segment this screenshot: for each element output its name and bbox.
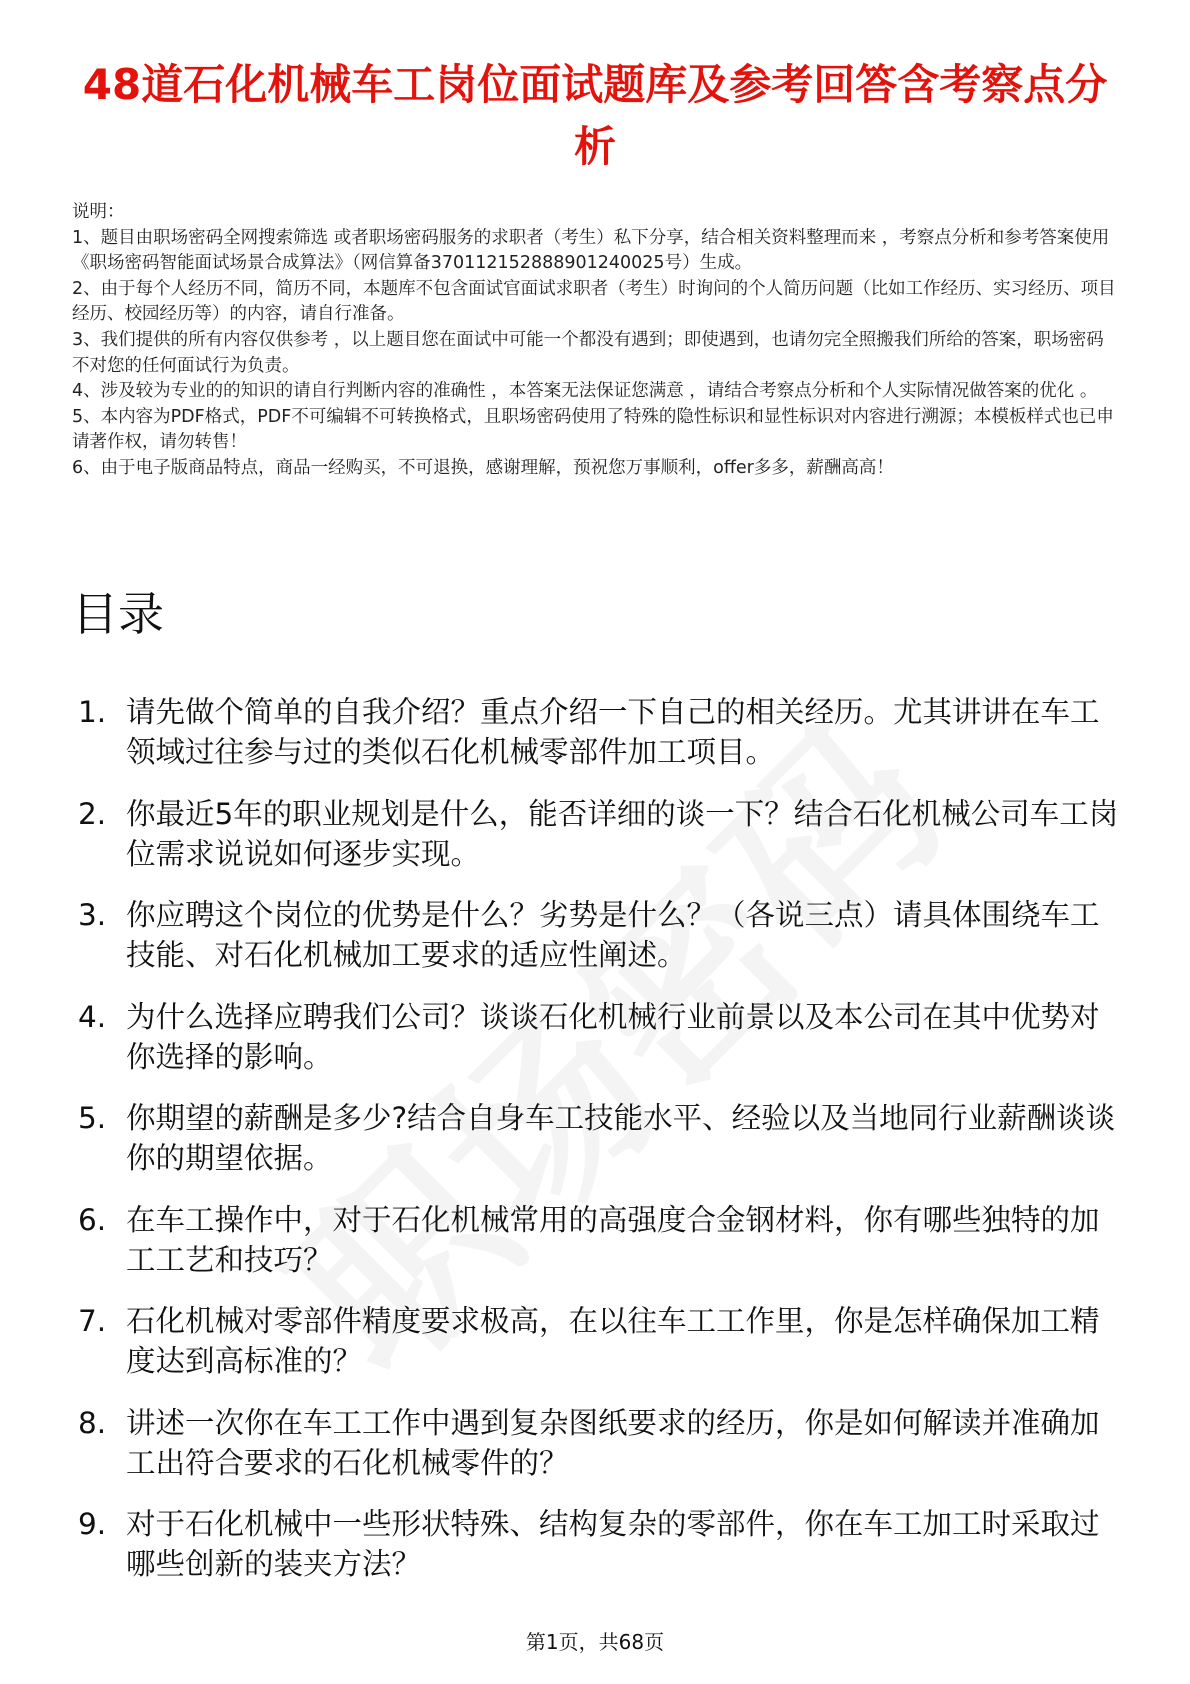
toc-item-number: 1. xyxy=(78,695,107,729)
notes-heading: 说明： xyxy=(72,202,125,222)
toc-list xyxy=(72,692,1122,1606)
toc-item-text: 对于石化机械中一些形状特殊、结构复杂的零部件，你在车工加工时采取过哪些创新的装夹方法？ xyxy=(126,1507,1100,1581)
note-item: 5、本内容为PDF格式，PDF不可编辑不可转换格式，且职场密码使用了特殊的隐性标识和显性标识对内容进行溯源；本模板样式也已申请著作权，请勿转售！ xyxy=(72,406,1114,453)
toc-item-number: 5. xyxy=(78,1101,107,1135)
note-item: 3、我们提供的所有内容仅供参考 ，以上题目您在面试中可能一个都没有遇到；即使遇到，也请勿完全照搬我们所给的答案，职场密码不对您的任何面试行为负责。 xyxy=(72,329,1104,376)
toc-item-text: 你应聘这个岗位的优势是什么？劣势是什么？（各说三点）请具体围绕车工技能、对石化机械加工要求的适应性阐述。 xyxy=(126,898,1100,972)
toc-item-text: 石化机械对零部件精度要求极高，在以往车工工作里，你是怎样确保加工精度达到高标准的？ xyxy=(126,1304,1100,1378)
toc-item-number: 7. xyxy=(78,1304,107,1338)
toc-item-text: 讲述一次你在车工工作中遇到复杂图纸要求的经历，你是如何解读并准确加工出符合要求的石化机械零件的？ xyxy=(126,1405,1100,1480)
note-item: 6、由于电子版商品特点，商品一经购买，不可退换，感谢理解，预祝您万事顺利，offer多多，薪酬高高！ xyxy=(72,457,894,478)
toc-item-number: 3. xyxy=(78,898,107,932)
note-item: 1、题目由职场密码全网搜索筛选 或者职场密码服务的求职者（考生）私下分享，结合相关资料整理而来 ，考察点分析和参考答案使用《职场密码智能面试场景合成算法》（网信算备370112152888901240025号）生成。 xyxy=(72,227,1110,274)
toc-item-number: 6. xyxy=(78,1202,107,1237)
toc-heading: 目录 xyxy=(72,587,164,641)
toc-item-text: 请先做个简单的自我介绍？重点介绍一下自己的相关经历。尤其讲讲在车工领域过往参与过的类似石化机械零部件加工项目。 xyxy=(126,695,1100,769)
document-title: 48道石化机械车工岗位面试题库及参考回答含考察点分析 xyxy=(82,60,1108,171)
toc-item[interactable] xyxy=(72,1504,1122,1584)
toc-item[interactable] xyxy=(72,1301,1122,1381)
toc-item[interactable] xyxy=(72,692,1122,772)
toc-item[interactable] xyxy=(72,1403,1122,1483)
toc-item-number: 4. xyxy=(78,999,107,1034)
toc-item-number: 8. xyxy=(78,1405,107,1440)
toc-item-text: 你期望的薪酬是多少?结合自身车工技能水平、经验以及当地同行业薪酬谈谈你的期望依据。 xyxy=(126,1101,1116,1175)
toc-item[interactable] xyxy=(72,1200,1122,1280)
note-item: 2、由于每个人经历不同，简历不同，本题库不包含面试官面试求职者（考生）时询问的个人简历问题（比如工作经历、实习经历、项目经历、校园经历等）的内容，请自行准备。 xyxy=(72,278,1116,325)
toc-item[interactable] xyxy=(72,895,1122,975)
page-footer: 第1页，共68页 xyxy=(525,1630,665,1654)
toc-item-text: 为什么选择应聘我们公司？谈谈石化机械行业前景以及本公司在其中优势对你选择的影响。 xyxy=(126,999,1100,1074)
notes-block xyxy=(72,200,1118,482)
toc-item[interactable] xyxy=(72,997,1122,1077)
toc-item-number: 2. xyxy=(78,796,107,831)
note-item: 4、涉及较为专业的的知识的请自行判断内容的准确性 ，本答案无法保证您满意 ，请结合考察点分析和个人实际情况做答案的优化 。 xyxy=(72,381,1098,402)
toc-item-number: 9. xyxy=(78,1507,107,1541)
toc-item[interactable] xyxy=(72,1098,1122,1178)
toc-item-text: 你最近5年的职业规划是什么，能否详细的谈一下？结合石化机械公司车工岗位需求说说如何逐步实现。 xyxy=(126,796,1119,871)
toc-item-text: 在车工操作中，对于石化机械常用的高强度合金钢材料，你有哪些独特的加工工艺和技巧？ xyxy=(126,1202,1100,1277)
toc-item[interactable] xyxy=(72,794,1122,874)
